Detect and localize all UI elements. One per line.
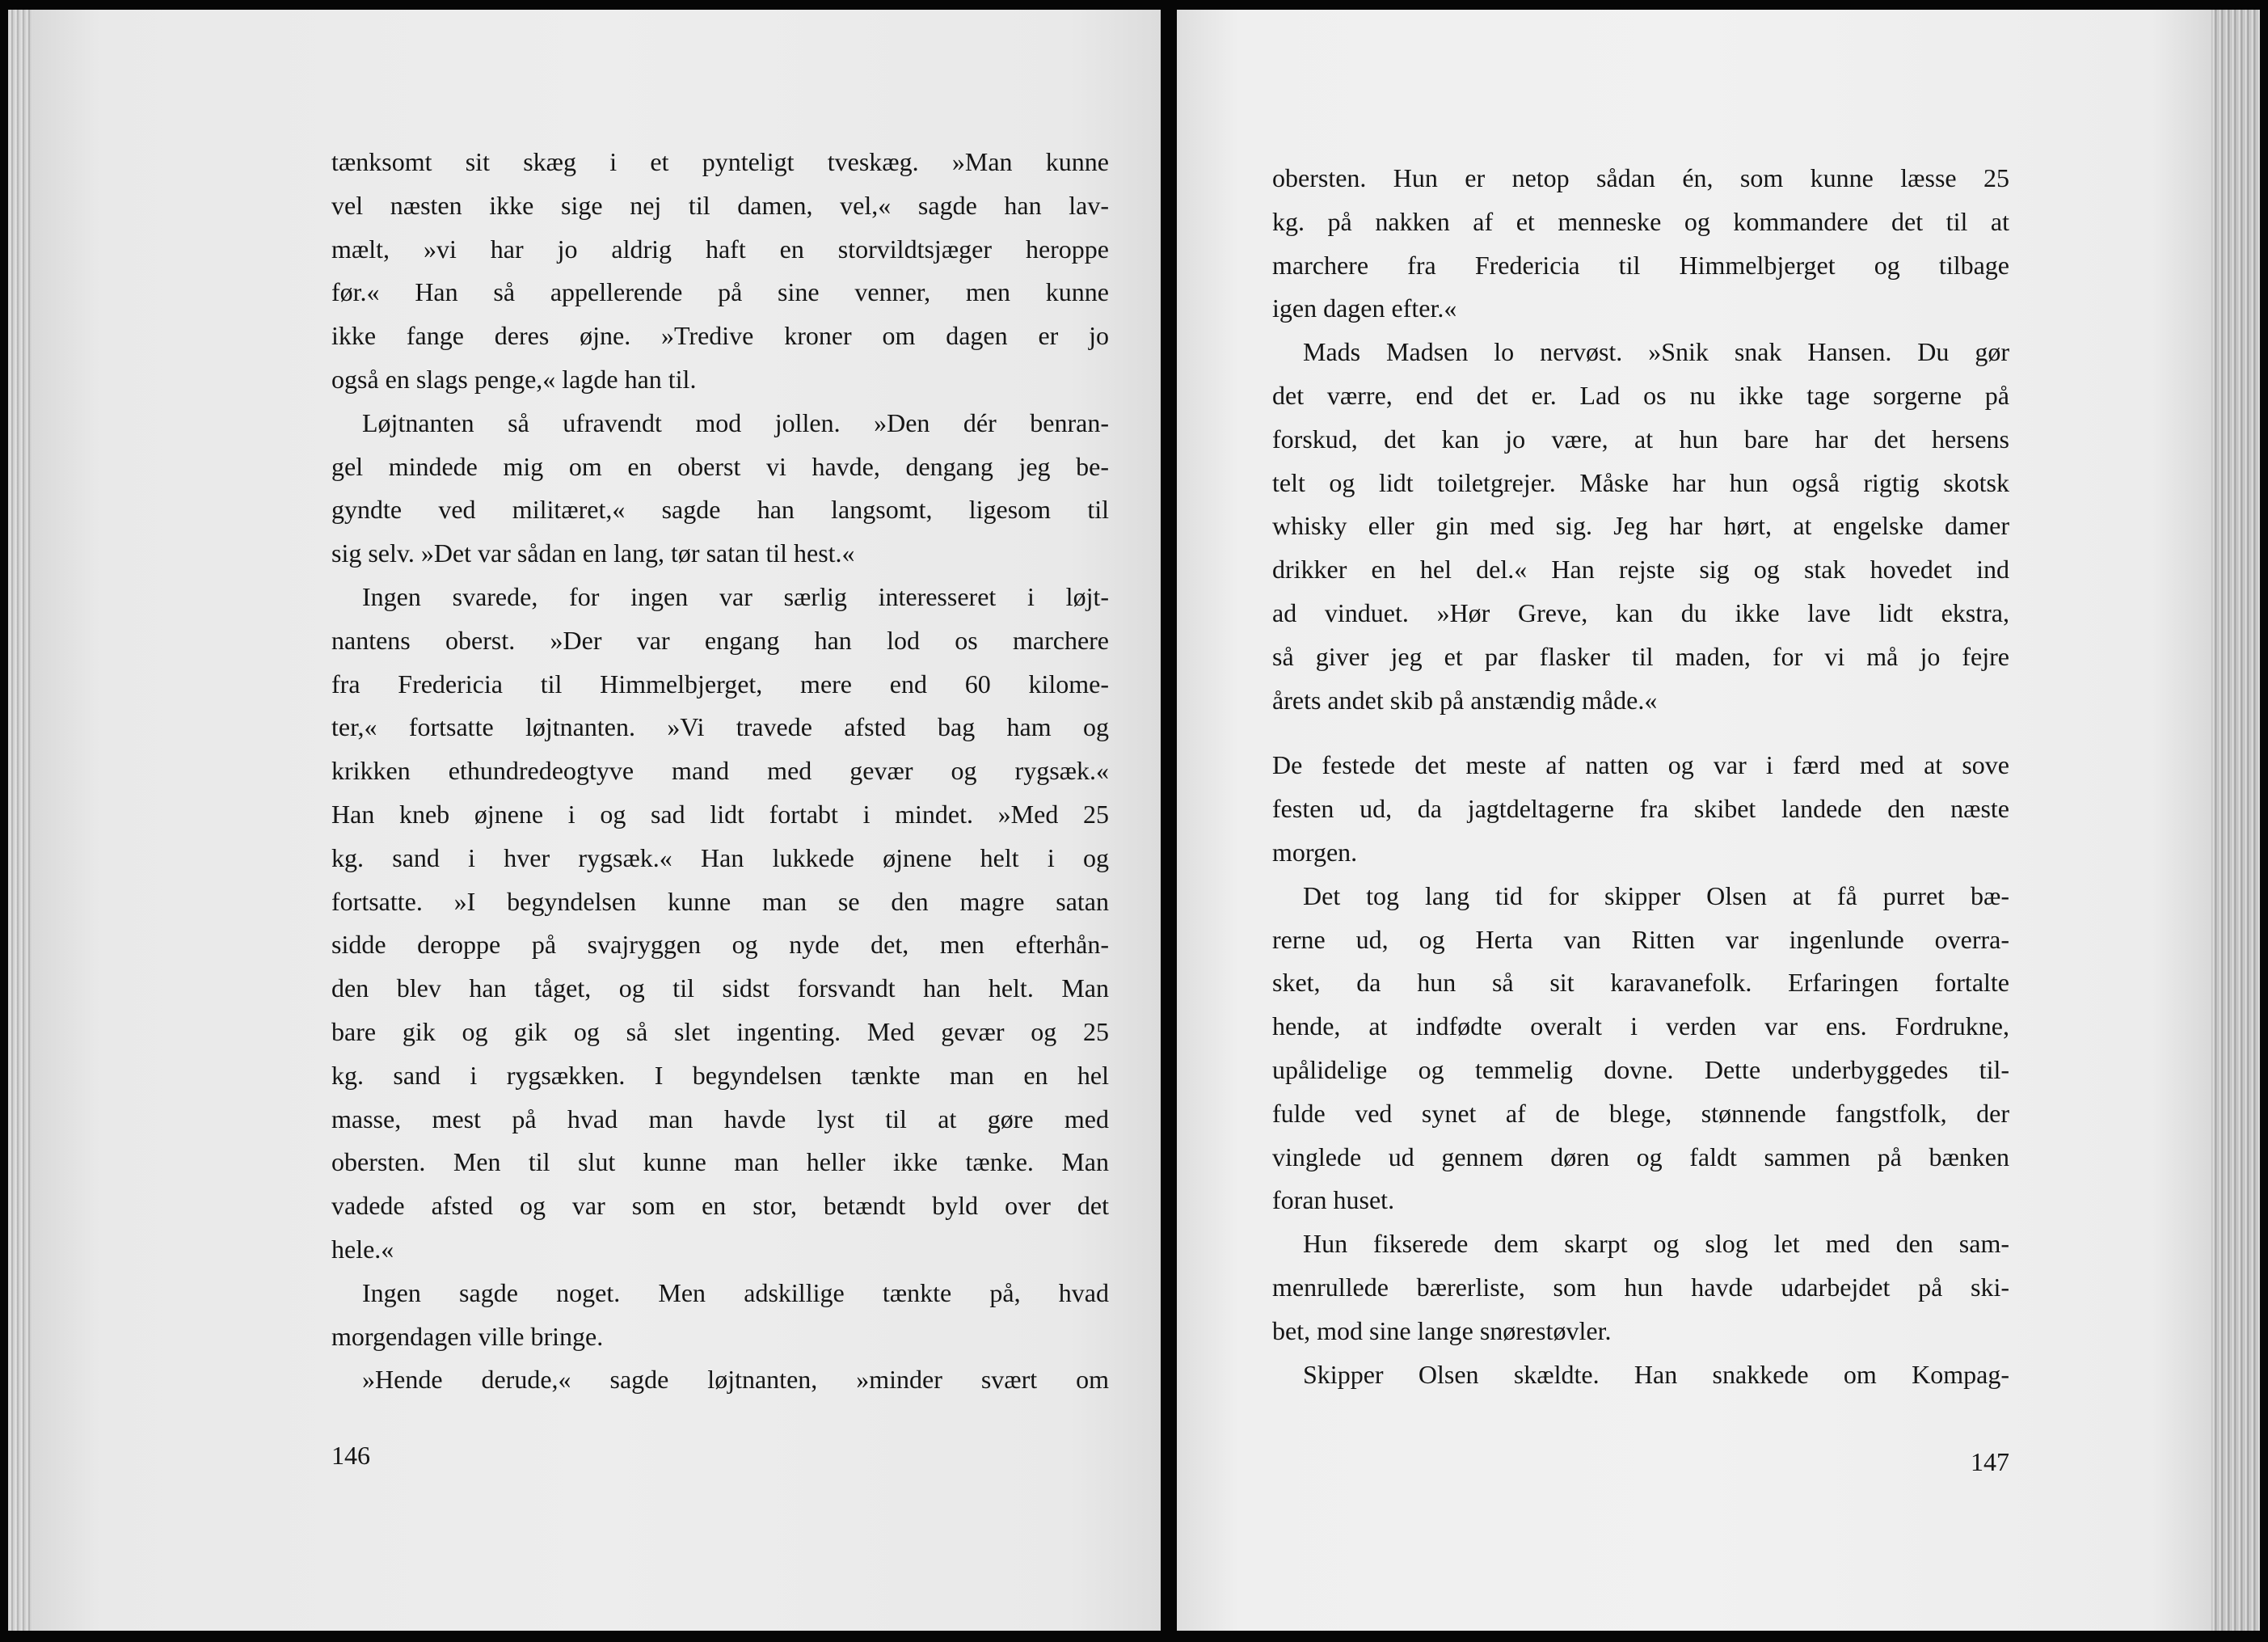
text-line: ad vinduet. »Hør Greve, kan du ikke lave lidt ekstra, (1272, 597, 2009, 627)
right-page-text (1272, 157, 2009, 1396)
text-line: gyndte ved militæret,« sagde han langsomt, ligesom til (331, 495, 1109, 525)
left-page (32, 10, 1161, 1631)
left-page-text (331, 141, 1109, 1402)
text-line: festen ud, da jagtdeltagerne fra skibet landede den næste (1272, 794, 2009, 824)
right-page (1177, 10, 2214, 1631)
text-line: telt og lidt toiletgrejer. Måske har hun også rigtig skotsk (1272, 467, 2009, 497)
text-line: Han kneb øjnene i og sad lidt fortabt i mindet. »Med 25 (331, 799, 1109, 829)
text-line: ter,« fortsatte løjtnanten. »Vi travede afsted bag ham og (331, 712, 1109, 742)
text-line: morgendagen ville bringe. (331, 1321, 604, 1351)
text-line: sket, da hun så sit karavanefolk. Erfaringen fortalte (1272, 968, 2009, 998)
text-line: obersten. Men til slut kunne man heller ikke tænke. Man (331, 1147, 1109, 1177)
text-line: det værre, end det er. Lad os nu ikke tage sorgerne på (1272, 380, 2009, 410)
text-line: masse, mest på hvad man havde lyst til at gøre med (331, 1104, 1109, 1133)
text-line: Skipper Olsen skældte. Han snakkede om Kompag- (1303, 1359, 2009, 1389)
text-line: så giver jeg et par flasker til maden, for vi må jo fejre (1272, 641, 2009, 671)
text-line: årets andet skib på anstændig måde.« (1272, 685, 1658, 715)
text-line: ikke fange deres øjne. »Tredive kroner om dagen er jo (331, 321, 1109, 351)
text-line: den blev han tåget, og til sidst forsvandt han helt. Man (331, 973, 1109, 1003)
text-line: fulde ved synet af de blege, stønnende fangstfolk, der (1272, 1098, 2009, 1128)
text-line: Mads Madsen lo nervøst. »Snik snak Hansen. Du gør (1303, 337, 2009, 367)
text-line: fra Fredericia til Himmelbjerget, mere end 60 kilome- (331, 669, 1109, 699)
text-line: mælt, »vi har jo aldrig haft en storvildtsjæger heroppe (331, 234, 1109, 264)
text-line: krikken ethundredeogtyve mand med gevær og rygsæk.« (331, 756, 1109, 786)
text-line: gel mindede mig om en oberst vi havde, dengang jeg be- (331, 451, 1109, 481)
text-line: drikker en hel del.« Han rejste sig og stak hovedet ind (1272, 555, 2009, 585)
text-line: obersten. Hun er netop sådan én, som kunne læsse 25 (1272, 163, 2009, 192)
text-line: kg. sand i hver rygsæk.« Han lukkede øjnene helt i og (331, 842, 1109, 872)
section-break (1272, 722, 2009, 744)
text-line: sidde deroppe på svajryggen og nyde det, men efterhån- (331, 930, 1109, 960)
page-number-left: 146 (331, 1441, 370, 1470)
text-line: hende, at indfødte overalt i verden var ens. Fordrukne, (1272, 1011, 2009, 1041)
text-line: nantens oberst. »Der var engang han lod os marchere (331, 625, 1109, 655)
text-line: vadede afsted og var som en stor, betændt byld over det (331, 1191, 1109, 1221)
text-line: bet, mod sine lange snørestøvler. (1272, 1315, 1612, 1345)
text-line: tænksomt sit skæg i et pynteligt tveskæg. »Man kunne (331, 147, 1109, 176)
text-line: også en slags penge,« lagde han til. (331, 364, 697, 394)
text-line: Hun fikserede dem skarpt og slog let med den sam- (1303, 1229, 2009, 1259)
text-line: vinglede ud gennem døren og faldt sammen på bænken (1272, 1142, 2009, 1171)
text-line: menrullede bærerliste, som hun havde udarbejdet på ski- (1272, 1272, 2009, 1302)
text-line: Ingen sagde noget. Men adskillige tænkte på, hvad (362, 1277, 1109, 1307)
text-line: igen dagen efter.« (1272, 293, 1457, 323)
page-stack-right (2211, 10, 2260, 1631)
text-line: bare gik og gik og så slet ingenting. Med gevær og 25 (331, 1016, 1109, 1046)
text-line: vel næsten ikke sige nej til damen, vel,« sagde han lav- (331, 190, 1109, 220)
text-line: Ingen svarede, for ingen var særlig interesseret i løjt- (362, 581, 1109, 611)
text-line: morgen. (1272, 837, 1358, 867)
text-line: fortsatte. »I begyndelsen kunne man se den magre satan (331, 886, 1109, 916)
text-line: marchere fra Fredericia til Himmelbjerget og tilbage (1272, 250, 2009, 280)
text-line: rerne ud, og Herta van Ritten var ingenlunde overra- (1272, 924, 2009, 954)
text-line: forskud, det kan jo være, at hun bare har det hersens (1272, 424, 2009, 454)
text-line: De festede det meste af natten og var i færd med at sove (1272, 750, 2009, 780)
text-line: før.« Han så appellerende på sine venner, men kunne (331, 277, 1109, 307)
text-line: hele.« (331, 1234, 394, 1264)
text-line: kg. på nakken af et menneske og kommandere det til at (1272, 206, 2009, 236)
text-line: upålidelige og temmelig dovne. Dette underbyggedes til- (1272, 1054, 2009, 1084)
text-line: whisky eller gin med sig. Jeg har hørt, at engelske damer (1272, 511, 2009, 541)
text-line: kg. sand i rygsækken. I begyndelsen tænkte man en hel (331, 1060, 1109, 1090)
page-number-right: 147 (1971, 1447, 2009, 1476)
text-line: Det tog lang tid for skipper Olsen at få purret bæ- (1303, 880, 2009, 910)
text-line: Løjtnanten så ufravendt mod jollen. »Den dér benran- (362, 407, 1109, 437)
text-line: sig selv. »Det var sådan en lang, tør satan til hest.« (331, 538, 855, 568)
text-line: »Hende derude,« sagde løjtnanten, »minder svært om (362, 1365, 1109, 1395)
text-line: foran huset. (1272, 1185, 1395, 1215)
